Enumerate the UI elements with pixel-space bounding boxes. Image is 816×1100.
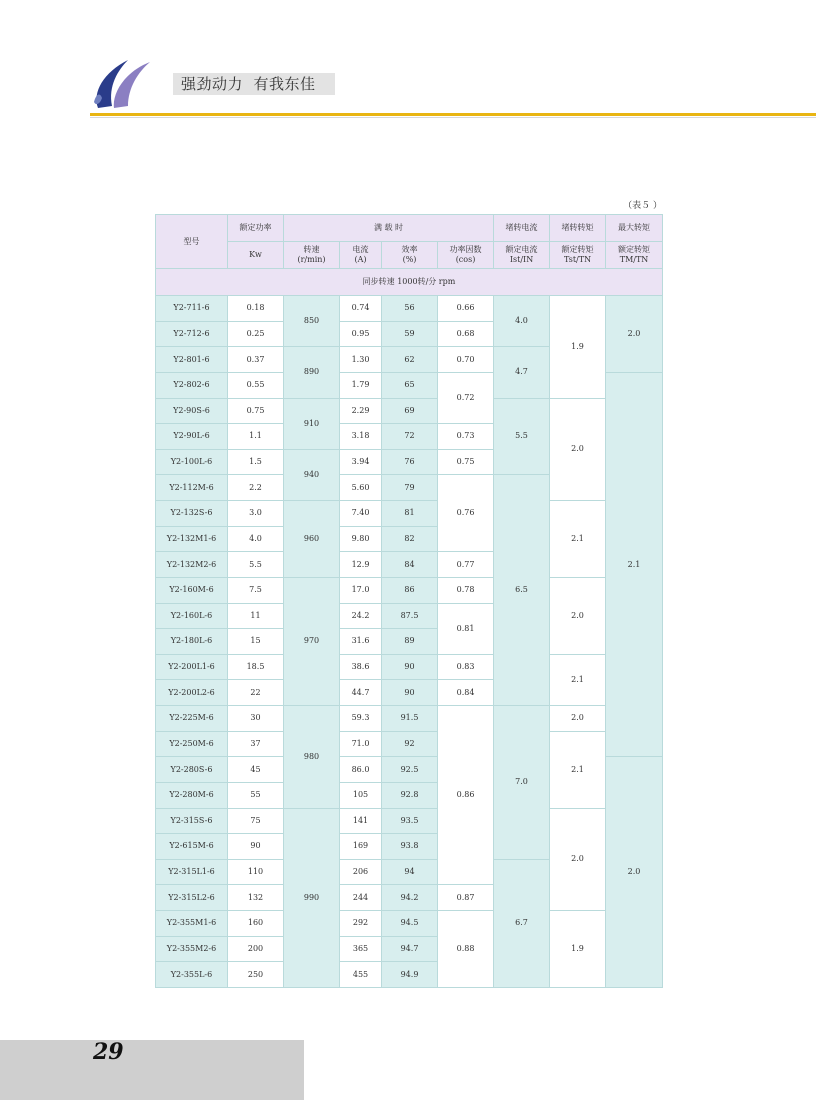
locked-torque-cell: 2.1 [550,731,606,808]
current-cell: 1.30 [340,347,382,373]
speed-cell: 850 [284,296,340,347]
power-factor-cell: 0.73 [438,424,494,450]
header-current-unit: (A) [354,255,367,264]
power-cell: 2.2 [228,475,284,501]
efficiency-cell: 94.7 [382,936,438,962]
header-current [340,242,382,269]
current-cell: 3.18 [340,424,382,450]
model-cell: Y2-250M-6 [156,731,228,757]
current-cell: 1.79 [340,372,382,398]
power-factor-cell: 0.88 [438,911,494,988]
header-full-load: 满 载 时 [284,215,494,242]
header-efficiency-label: 效率 [401,245,418,254]
current-cell: 0.74 [340,296,382,322]
header-max-torque: 最大转矩 [606,215,663,242]
current-cell: 2.29 [340,398,382,424]
table-row [156,706,663,732]
locked-current-cell: 7.0 [494,706,550,860]
current-cell: 141 [340,808,382,834]
power-cell: 0.55 [228,372,284,398]
efficiency-cell: 94 [382,859,438,885]
header-locked-current-sub: 额定电流 [505,245,538,254]
power-factor-cell: 0.86 [438,706,494,885]
locked-current-cell: 4.7 [494,347,550,398]
locked-torque-cell: 1.9 [550,911,606,988]
current-cell: 44.7 [340,680,382,706]
efficiency-cell: 79 [382,475,438,501]
locked-current-cell: 5.5 [494,398,550,475]
efficiency-cell: 82 [382,526,438,552]
power-factor-cell: 0.78 [438,577,494,603]
model-cell: Y2-355M2-6 [156,936,228,962]
speed-cell: 890 [284,347,340,398]
header-max-torque-ratio-text: TM/TN [619,255,649,264]
efficiency-cell: 87.5 [382,603,438,629]
header-row-2 [156,242,663,269]
power-cell: 5.5 [228,552,284,578]
power-cell: 75 [228,808,284,834]
header-locked-torque: 堵转转矩 [550,215,606,242]
header-row-1 [156,215,663,242]
power-cell: 0.25 [228,321,284,347]
locked-current-cell: 6.5 [494,475,550,706]
table-row [156,296,663,322]
efficiency-cell: 72 [382,424,438,450]
speed-cell: 940 [284,449,340,500]
table-row [156,398,663,424]
efficiency-cell: 94.2 [382,885,438,911]
model-cell: Y2-132M1-6 [156,526,228,552]
current-cell: 38.6 [340,654,382,680]
company-logo [88,58,154,112]
power-factor-cell: 0.75 [438,449,494,475]
locked-current-cell: 4.0 [494,296,550,347]
power-factor-cell: 0.83 [438,654,494,680]
power-factor-cell: 0.68 [438,321,494,347]
header-max-torque-sub: 额定转矩 [618,245,651,254]
model-cell: Y2-711-6 [156,296,228,322]
current-cell: 3.94 [340,449,382,475]
speed-cell: 960 [284,501,340,578]
power-cell: 1.5 [228,449,284,475]
table-row [156,808,663,834]
efficiency-cell: 89 [382,629,438,655]
power-cell: 7.5 [228,577,284,603]
power-cell: 45 [228,757,284,783]
power-cell: 15 [228,629,284,655]
efficiency-cell: 94.9 [382,962,438,988]
current-cell: 71.0 [340,731,382,757]
model-cell: Y2-280M-6 [156,782,228,808]
current-cell: 5.60 [340,475,382,501]
current-cell: 17.0 [340,577,382,603]
model-cell: Y2-132S-6 [156,501,228,527]
locked-torque-cell: 2.0 [550,808,606,911]
power-factor-cell: 0.70 [438,347,494,373]
power-cell: 11 [228,603,284,629]
efficiency-cell: 92.8 [382,782,438,808]
table-row [156,731,663,757]
model-cell: Y2-132M2-6 [156,552,228,578]
model-cell: Y2-160M-6 [156,577,228,603]
efficiency-cell: 94.5 [382,911,438,937]
header-current-label: 电流 [352,245,369,254]
current-cell: 105 [340,782,382,808]
power-cell: 90 [228,834,284,860]
model-cell: Y2-100L-6 [156,449,228,475]
efficiency-cell: 69 [382,398,438,424]
current-cell: 24.2 [340,603,382,629]
power-cell: 132 [228,885,284,911]
current-cell: 86.0 [340,757,382,783]
speed-cell: 970 [284,577,340,705]
model-cell: Y2-615M-6 [156,834,228,860]
header-slogan: 强劲动力 有我东佳 [173,73,335,95]
model-cell: Y2-801-6 [156,347,228,373]
current-cell: 455 [340,962,382,988]
header-speed [284,242,340,269]
current-cell: 169 [340,834,382,860]
model-cell: Y2-200L2-6 [156,680,228,706]
power-factor-cell: 0.77 [438,552,494,578]
model-cell: Y2-315S-6 [156,808,228,834]
speed-cell: 990 [284,808,340,987]
model-cell: Y2-355L-6 [156,962,228,988]
efficiency-cell: 84 [382,552,438,578]
header-locked-current-ratio [494,242,550,269]
header-locked-torque-ratio-text: Tst/TN [563,255,592,264]
power-cell: 30 [228,706,284,732]
locked-current-cell: 6.7 [494,859,550,987]
efficiency-cell: 86 [382,577,438,603]
model-cell: Y2-160L-6 [156,603,228,629]
current-cell: 59.3 [340,706,382,732]
current-cell: 206 [340,859,382,885]
power-cell: 0.37 [228,347,284,373]
power-cell: 18.5 [228,654,284,680]
header-power: 额定功率 [228,215,284,242]
max-torque-cell: 2.0 [606,757,663,988]
header-power-unit: Kw [228,242,284,269]
header-power-factor-unit: (cos) [455,255,476,264]
power-cell: 110 [228,859,284,885]
model-cell: Y2-315L2-6 [156,885,228,911]
efficiency-cell: 92 [382,731,438,757]
sync-speed-row [156,269,663,296]
power-cell: 0.75 [228,398,284,424]
locked-torque-cell: 2.1 [550,654,606,705]
model-cell: Y2-712-6 [156,321,228,347]
table-data-body [156,296,663,988]
current-cell: 292 [340,911,382,937]
current-cell: 12.9 [340,552,382,578]
page-number: 29 [93,1039,124,1065]
header-locked-current: 堵转电流 [494,215,550,242]
header-model: 型号 [156,215,228,269]
power-factor-cell: 0.76 [438,475,494,552]
power-cell: 37 [228,731,284,757]
max-torque-cell: 2.0 [606,296,663,373]
efficiency-cell: 59 [382,321,438,347]
model-cell: Y2-112M-6 [156,475,228,501]
efficiency-cell: 91.5 [382,706,438,732]
speed-cell: 910 [284,398,340,449]
power-factor-cell: 0.72 [438,372,494,423]
current-cell: 31.6 [340,629,382,655]
power-cell: 160 [228,911,284,937]
header-efficiency-unit: (%) [402,255,417,264]
header-rule-gold [90,113,816,116]
header-max-torque-ratio [606,242,663,269]
power-factor-cell: 0.87 [438,885,494,911]
power-cell: 200 [228,936,284,962]
power-cell: 0.18 [228,296,284,322]
header-speed-label: 转速 [303,245,320,254]
efficiency-cell: 62 [382,347,438,373]
header-locked-torque-ratio [550,242,606,269]
power-cell: 1.1 [228,424,284,450]
efficiency-cell: 76 [382,449,438,475]
header-power-factor-label: 功率因数 [449,245,482,254]
efficiency-cell: 81 [382,501,438,527]
current-cell: 365 [340,936,382,962]
header-locked-current-ratio-text: Ist/IN [509,255,534,264]
efficiency-cell: 92.5 [382,757,438,783]
header-power-factor [438,242,494,269]
table-row [156,577,663,603]
locked-torque-cell: 2.0 [550,398,606,501]
current-cell: 7.40 [340,501,382,527]
locked-torque-cell: 1.9 [550,296,606,399]
efficiency-cell: 90 [382,680,438,706]
table-row [156,654,663,680]
power-cell: 250 [228,962,284,988]
header-locked-torque-sub: 额定转矩 [561,245,594,254]
max-torque-cell: 2.1 [606,372,663,756]
table-row [156,911,663,937]
footer-bar [0,1040,304,1100]
power-factor-cell: 0.81 [438,603,494,654]
model-cell: Y2-280S-6 [156,757,228,783]
motor-spec-table [155,214,663,988]
header-speed-unit: (r/min) [297,255,326,264]
speed-cell: 980 [284,706,340,809]
locked-torque-cell: 2.0 [550,706,606,732]
model-cell: Y2-200L1-6 [156,654,228,680]
header-rule-gray [90,117,816,118]
efficiency-cell: 65 [382,372,438,398]
sync-speed-label: 同步转速 1000转/分 rpm [156,269,663,296]
efficiency-cell: 93.8 [382,834,438,860]
efficiency-cell: 93.5 [382,808,438,834]
power-factor-cell: 0.84 [438,680,494,706]
model-cell: Y2-315L1-6 [156,859,228,885]
locked-torque-cell: 2.1 [550,501,606,578]
current-cell: 0.95 [340,321,382,347]
efficiency-cell: 56 [382,296,438,322]
model-cell: Y2-355M1-6 [156,911,228,937]
table-caption: （表５ ） [623,201,662,211]
efficiency-cell: 90 [382,654,438,680]
model-cell: Y2-225M-6 [156,706,228,732]
locked-torque-cell: 2.0 [550,577,606,654]
table-row [156,501,663,527]
model-cell: Y2-802-6 [156,372,228,398]
power-cell: 4.0 [228,526,284,552]
model-cell: Y2-180L-6 [156,629,228,655]
power-cell: 55 [228,782,284,808]
current-cell: 244 [340,885,382,911]
power-cell: 3.0 [228,501,284,527]
current-cell: 9.80 [340,526,382,552]
power-factor-cell: 0.66 [438,296,494,322]
model-cell: Y2-90L-6 [156,424,228,450]
header-efficiency [382,242,438,269]
model-cell: Y2-90S-6 [156,398,228,424]
power-cell: 22 [228,680,284,706]
